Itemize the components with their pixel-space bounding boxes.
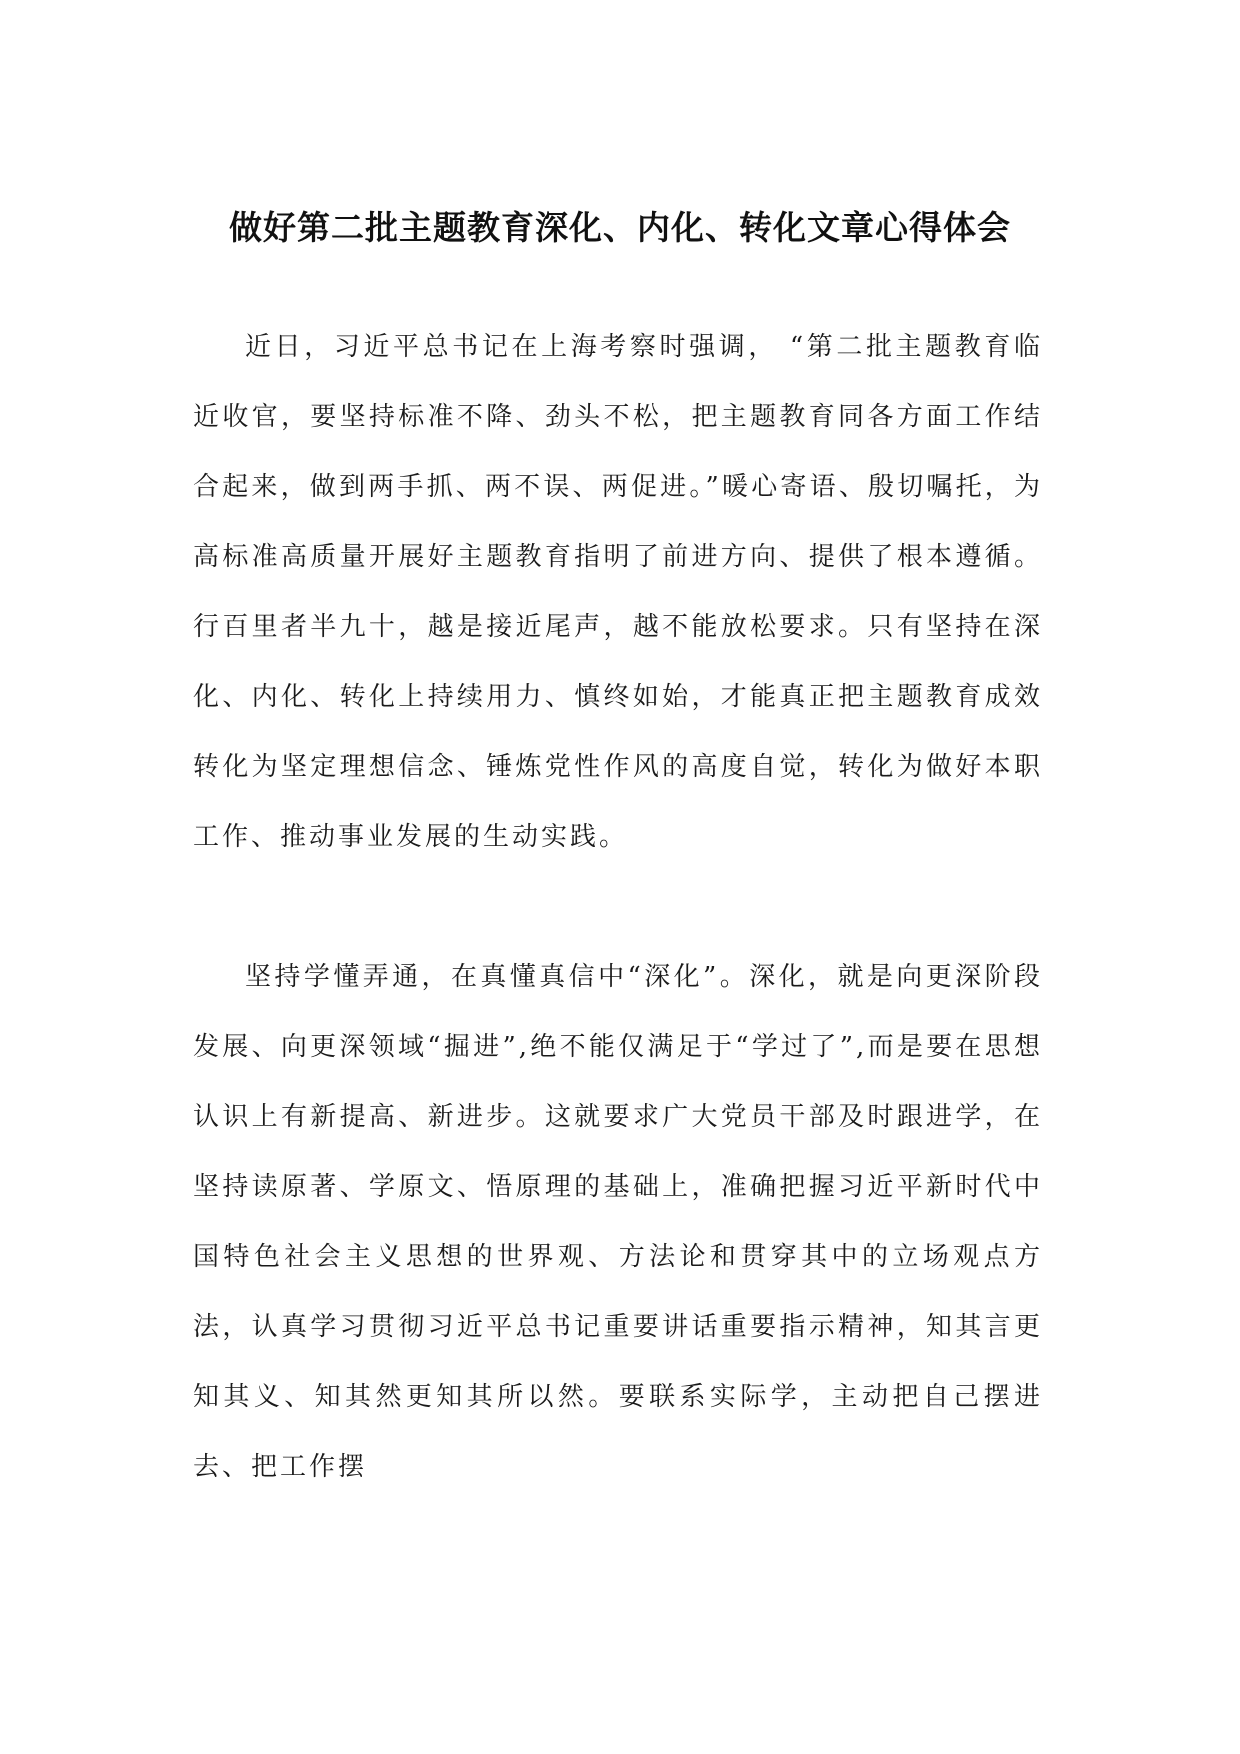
document-body xyxy=(193,312,1043,1502)
document-title: 做好第二批主题教育深化、内化、转化文章心得体会 xyxy=(229,208,1011,247)
paragraph-intro: 近日，习近平总书记在上海考察时强调， “第二批主题教育临近收官，要坚持标准不降、劲头不松，把主题教育同各方面工作结合起来，做到两手抓、两不误、两促进。”暖心寄语、殷切嘱托，为高标准高质量开展好主题教育指明了前进方向、提供了根本遵循。行百里者半九十，越是接近尾声，越不能放松要求。只有坚持在深化、内化、转化上持续用力、慎终如始，才能真正把主题教育成效转化为坚定理想信念、锤炼党性作风的高度自觉，转化为做好本职工作、推动事业发展的生动实践。 xyxy=(193,332,1043,852)
paragraph-deepening: 坚持学懂弄通，在真懂真信中“深化”。深化，就是向更深阶段发展、向更深领域“掘进”,绝不能仅满足于“学过了”,而是要在思想认识上有新提高、新进步。这就要求广大党员干部及时跟进学，在坚持读原著、学原文、悟原理的基础上，准确把握习近平新时代中国特色社会主义思想的世界观、方法论和贯穿其中的立场观点方法，认真学习贯彻习近平总书记重要讲话重要指示精神，知其言更知其义、知其然更知其所以然。要联系实际学，主动把自己摆进去、把工作摆 xyxy=(193,962,1043,1482)
paragraph-spacer xyxy=(193,872,1043,942)
